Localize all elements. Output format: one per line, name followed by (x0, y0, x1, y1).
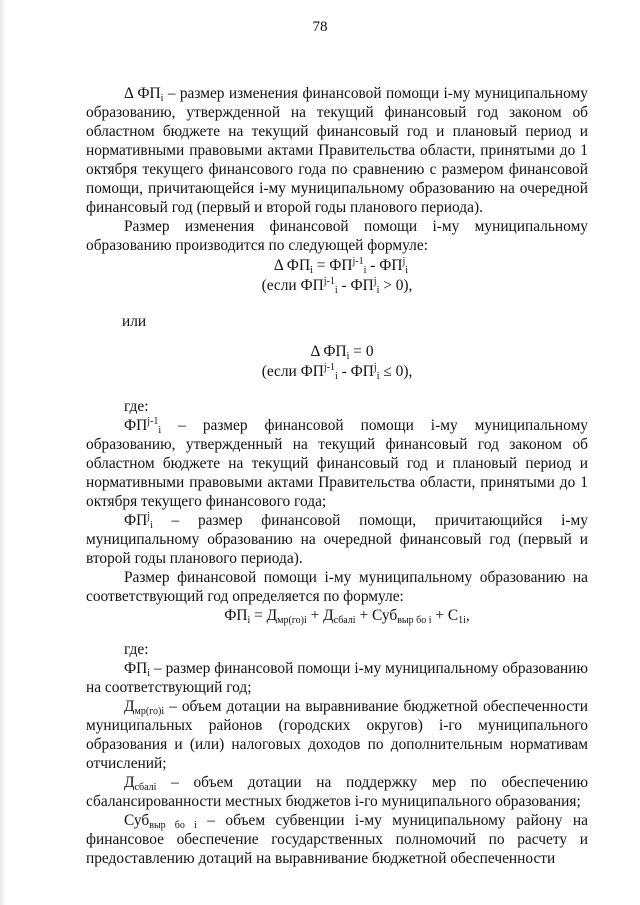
paragraph-formula-intro: Размер изменения финансовой помощи i-му муниципальному образованию производится по следующей формуле: (86, 218, 588, 254)
definition-fp-i: $ФП_i$ – размер финансовой помощи i-му муниципальному образованию на соответствующий год; (86, 660, 588, 696)
formula-2 (86, 342, 588, 381)
paragraph-delta-definition (86, 84, 588, 217)
text-block-1 (86, 84, 588, 255)
page-number: 78 (312, 19, 328, 35)
text-block-2 (86, 397, 588, 606)
formula-1 (86, 256, 588, 295)
definition-d-sbal: $Д_{сбалi}$ – объем дотации на поддержку мер по обеспечению сбалансированности местных бюджетов i-го муниципального образования; (86, 774, 588, 810)
where-label-1: где: (124, 398, 149, 415)
formula-1-line-1: Δ $ФП_i = ФП^{j-1}_i - ФП^j_i$ (273, 256, 409, 276)
definition-fp-j: $ФП^j_i$ – размер финансовой помощи, причитающийся i-му муниципальному образованию на очередной финансовый год (первый и второй годы планового периода). (86, 511, 588, 567)
where-label-2: где: (124, 641, 149, 658)
definition-fp-j-1: $ФП^{j-1}_i$ – размер финансовой помощи i-му муниципальному образованию, утвержденный на текущий финансовый год законом об областном бюджете на текущий финансовый год и плановый период и нормативными правовыми актами Правительства области, принятыми до 1 октября текущего финансового года; (86, 416, 588, 510)
or-word: или (122, 313, 147, 330)
definition-sub-vyr: Суб$_{выр бо i}$ – объем субвенции i-му муниципальному району на финансовое обеспечение государственных полномочий по расчету и предоставлению дотаций на выравнивание бюджетной обеспеченности (86, 812, 588, 867)
definition-d-mr: $Д_{мр(го)i}$ – объем дотации на выравнивание бюджетной обеспеченности муниципальных районов (городских округов) i-го муниципального образования и (или) налоговых доходов по дополнительным нормативам отчислений; (86, 698, 588, 772)
subscript: i (160, 93, 164, 104)
formula-3-line: $ФП_i = Д_{мр(го)i} + Д_{сбалi} + Суб_{выр бо i} + C_{1i}$, (224, 607, 470, 626)
formula-3 (86, 606, 588, 625)
scan-left-edge (0, 0, 6, 905)
text-block-3 (86, 640, 588, 868)
paragraph-formula-intro-2: Размер финансовой помощи i-му муниципальному образованию на соответствующий год определяется по формуле: (86, 569, 588, 605)
paragraph-text: – размер изменения финансовой помощи i-му муниципальному образованию, утвержденной на текущий финансовый год законом об областном бюджете на текущий финансовый год и плановый период и нормативными правовыми актами Правительства области, принятыми до 1 октября текущего финансового года по сравнению с размером финансовой помощи, причитающейся i-му муниципальному образованию на очередной финансовый год (первый и второй годы планового периода). (86, 85, 588, 216)
formula-2-line-2: (если $ФП^{j-1}_i - ФП^j_i \le 0$), (261, 362, 413, 382)
formula-2-line-1: Δ $ФП_i = 0$ (310, 343, 374, 362)
symbol-delta-fp: Δ ФП (124, 85, 161, 102)
formula-1-line-2: (если $ФП^{j-1}_i - ФП^j_i > 0$), (261, 276, 413, 296)
